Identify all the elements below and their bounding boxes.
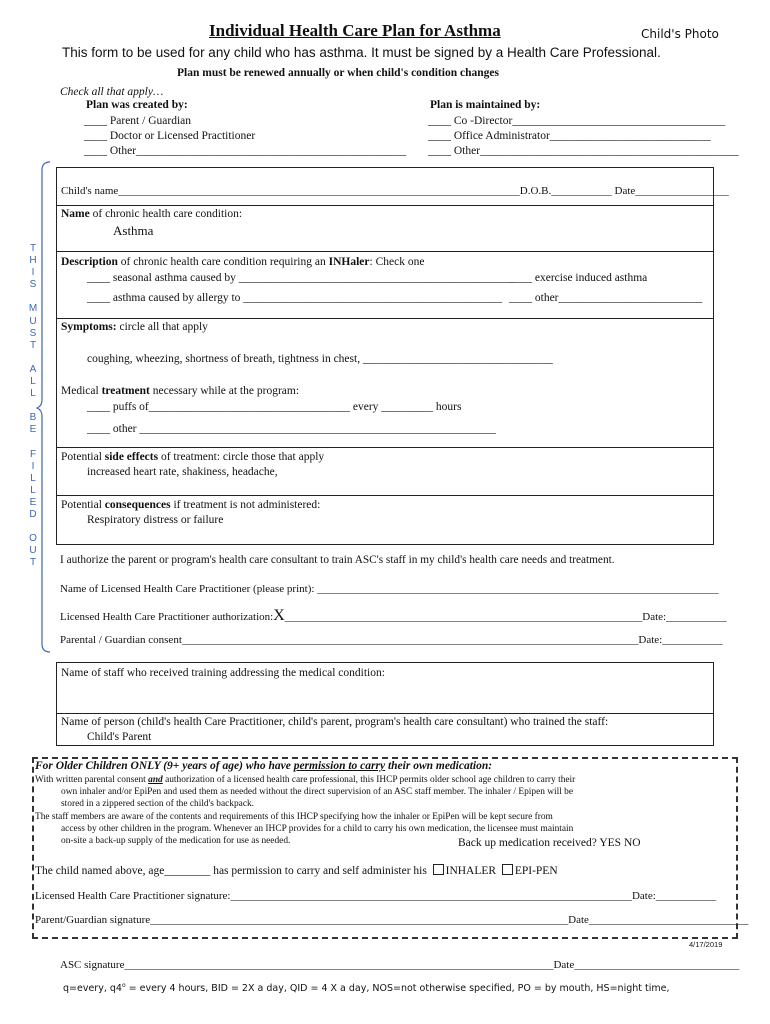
symptoms-label: Symptoms: circle all that apply	[61, 321, 208, 333]
side-effects-label: Potential side effects of treatment: circle those that apply	[61, 451, 325, 463]
check-note: Check all that apply…	[60, 86, 164, 98]
created-by-heading: Plan was created by:	[86, 99, 188, 111]
renewal-note: Plan must be renewed annually or when child's condition changes	[177, 67, 499, 79]
inhaler-checkbox[interactable]	[433, 864, 444, 875]
child-name-field[interactable]: Child's name_________________________________________________________________________D.O.B.___________ Date_________________	[61, 185, 729, 197]
asc-signature-field[interactable]: ASC signature______________________________________________________________________________Date______________________________	[60, 959, 740, 971]
condition-value[interactable]: Asthma	[113, 223, 154, 238]
staff-trained-label[interactable]: Name of staff who received training addressing the medical condition:	[61, 667, 385, 679]
treatment-label: Medical treatment necessary while at the program:	[61, 385, 300, 397]
must-be-filled-out-text: T H I S M U S T A L L B E F I L L E D O U T	[28, 243, 38, 569]
maintained-by-office-admin[interactable]: ____ Office Administrator____________________________	[428, 130, 711, 142]
other-asthma-option[interactable]: ____ other_________________________	[509, 292, 703, 304]
divider	[56, 495, 714, 496]
trainer-label: Name of person (child's health Care Practitioner, child's parent, program's health care consultant) who trained the staff:	[61, 716, 609, 728]
photo-label: Child's Photo	[641, 27, 719, 41]
practitioner-signature-field[interactable]: Licensed Health Care Practitioner signature:_________________________________________________________________________Date:___________	[35, 890, 717, 902]
divider	[56, 447, 714, 448]
maintained-by-codirector[interactable]: ____ Co -Director_____________________________________	[428, 115, 726, 127]
maintained-by-other[interactable]: ____ Other_____________________________________________	[428, 145, 739, 157]
consequences-label: Potential consequences if treatment is not administered:	[61, 499, 321, 511]
created-by-parent[interactable]: ____ Parent / Guardian	[84, 115, 191, 127]
created-by-doctor[interactable]: ____ Doctor or Licensed Practitioner	[84, 130, 256, 142]
treatment-puffs-field[interactable]: ____ puffs of___________________________________ every _________ hours	[87, 401, 462, 413]
form-revision-date: 4/17/2019	[689, 940, 723, 949]
older-children-paragraph: With written parental consent and authorization of a licensed health care professional, this IHCP permits older school age children to carry their own inhaler and/or EpiPen and used them as needed without the direct supervision of an ASC staff member. The inhaler / Epipen will be stored in a zippered section of the child's backpack. The staff members are aware of the contents and requirements of this IHCP specifying how the inhaler or EpiPen will be kept secure from access by other children in the program. Whenever an IHCP provides for a child to carry his own medication, the licensee must maintain on-site a back-up supply of the medication for use as needed.	[35, 775, 576, 847]
practitioner-name-field[interactable]: Name of Licensed Health Care Practitioner (please print): _________________________________________________________________________	[60, 583, 719, 595]
page-title: Individual Health Care Plan for Asthma	[209, 21, 501, 40]
treatment-other-field[interactable]: ____ other ______________________________________________________________	[87, 423, 496, 435]
maintained-by-heading: Plan is maintained by:	[430, 99, 541, 111]
older-children-heading: For Older Children ONLY (9+ years of age) who have permission to carry their own medication:	[35, 760, 493, 772]
practitioner-authorization-field[interactable]: Licensed Health Care Practitioner authorization:X_________________________________________________________________Date:___________	[60, 607, 727, 624]
trainer-value[interactable]: Child's Parent	[87, 731, 152, 743]
parental-consent-field[interactable]: Parental / Guardian consent___________________________________________________________________________________Date:___________	[60, 634, 723, 646]
divider	[56, 318, 714, 319]
seasonal-asthma-option[interactable]: ____ seasonal asthma caused by ________________________________________________	[87, 272, 515, 284]
carry-permission-field: The child named above, age________ has permission to carry and self administer his INHALER EPI-PEN	[35, 865, 558, 877]
epipen-checkbox[interactable]	[502, 864, 513, 875]
exercise-asthma-option[interactable]: ____ exercise induced asthma	[509, 272, 648, 284]
consequences-list[interactable]: Respiratory distress or failure	[87, 514, 224, 526]
divider	[56, 251, 714, 252]
divider	[56, 205, 714, 206]
allergy-asthma-option[interactable]: ____ asthma caused by allergy to _____________________________________________	[87, 292, 503, 304]
divider	[56, 713, 714, 714]
side-effects-list[interactable]: increased heart rate, shakiness, headache,	[87, 466, 278, 478]
condition-label: Name of chronic health care condition:	[61, 208, 243, 220]
abbreviations-note: q=every, $q4^o$ = every 4 hours, BID = 2X a day, QID = 4 X a day, NOS=not otherwise specified, PO = by mouth, HS=night time,	[63, 982, 670, 995]
authorization-statement: I authorize the parent or program's health care consultant to train ASC's staff in my child's health care needs and treatment.	[60, 554, 615, 566]
parent-signature-field[interactable]: Parent/Guardian signature____________________________________________________________________________Date_____________________________	[35, 914, 749, 926]
symptoms-list[interactable]: coughing, wheezing, shortness of breath, tightness in chest, _________________________________	[87, 353, 553, 365]
description-label: Description of chronic health care condition requiring an INHaler: Check one	[61, 256, 425, 268]
backup-medication-question[interactable]: Back up medication received? YES NO	[458, 837, 641, 849]
form-subtitle: This form to be used for any child who has asthma. It must be signed by a Health Care Professional.	[62, 45, 661, 60]
created-by-other[interactable]: ____ Other_______________________________________________	[84, 145, 407, 157]
